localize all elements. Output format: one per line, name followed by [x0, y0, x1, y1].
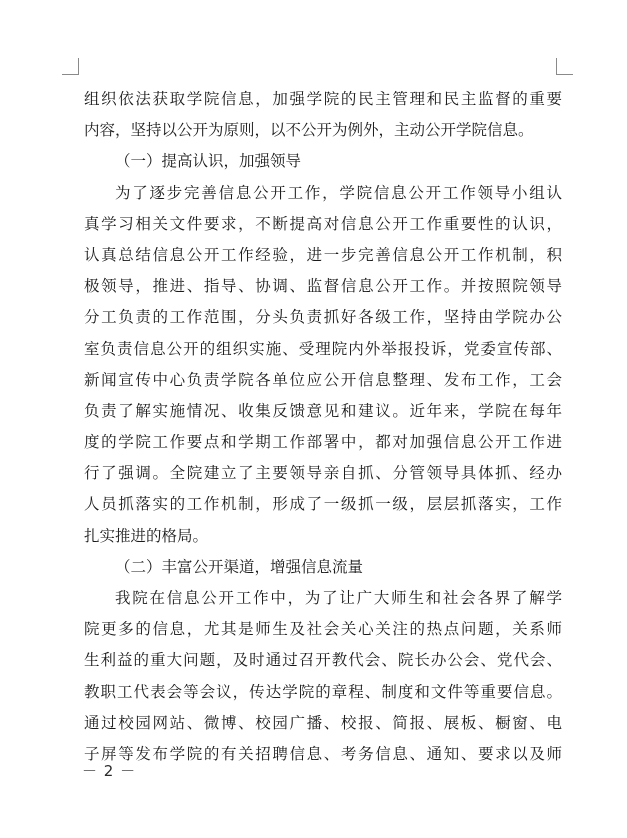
- section-heading: （一）提高认识，加强领导: [115, 152, 302, 171]
- text-line: 子屏等发布学院的有关招聘信息、考务信息、通知、要求以及师: [84, 744, 562, 763]
- crop-mark-top-right: [556, 58, 573, 75]
- text-line: 分工负责的工作范围，分头负责抓好各级工作，坚持由学院办公: [84, 308, 562, 327]
- text-line: 极领导，推进、指导、协调、监督信息公开工作。并按照院领导: [84, 277, 562, 296]
- text-line: 院更多的信息，尤其是师生及社会关心关注的热点问题，关系师: [84, 620, 562, 639]
- text-line: 组织依法获取学院信息，加强学院的民主管理和民主监督的重要: [84, 90, 562, 108]
- text-line: 内容，坚持以公开为原则，以不公开为例外，主动公开学院信息。: [84, 121, 534, 140]
- section-heading: （二）丰富公开渠道，增强信息流量: [115, 557, 364, 576]
- crop-mark-top-left: [62, 58, 79, 75]
- text-line: 扎实推进的格局。: [84, 526, 209, 545]
- text-line: 我院在信息公开工作中，为了让广大师生和社会各界了解学: [115, 589, 562, 607]
- page-number: － 2 －: [82, 762, 137, 780]
- text-line: 度的学院工作要点和学期工作部署中，都对加强信息公开工作进: [84, 433, 562, 452]
- text-line: 真学习相关文件要求，不断提高对信息公开工作重要性的认识，: [84, 214, 562, 233]
- text-line: 行了强调。全院建立了主要领导亲自抓、分管领导具体抓、经办: [84, 464, 562, 483]
- text-line: 新闻宣传中心负责学院各单位应公开信息整理、发布工作，工会: [84, 370, 562, 389]
- text-line: 生利益的重大问题，及时通过召开教代会、院长办公会、党代会、: [84, 651, 562, 670]
- text-line: 室负责信息公开的组织实施、受理院内外举报投诉，党委宣传部、: [84, 339, 562, 358]
- document-body: [84, 84, 562, 770]
- text-line: 人员抓落实的工作机制，形成了一级抓一级，层层抓落实，工作: [84, 495, 562, 514]
- text-line: 为了逐步完善信息公开工作，学院信息公开工作领导小组认: [115, 183, 562, 202]
- text-line: 通过校园网站、微博、校园广播、校报、简报、展板、橱窗、电: [84, 713, 562, 732]
- text-line: 负责了解实施情况、收集反馈意见和建议。近年来，学院在每年: [84, 401, 562, 420]
- text-line: 教职工代表会等会议，传达学院的章程、制度和文件等重要信息。: [84, 682, 562, 701]
- text-line: 认真总结信息公开工作经验，进一步完善信息公开工作机制，积: [84, 245, 562, 264]
